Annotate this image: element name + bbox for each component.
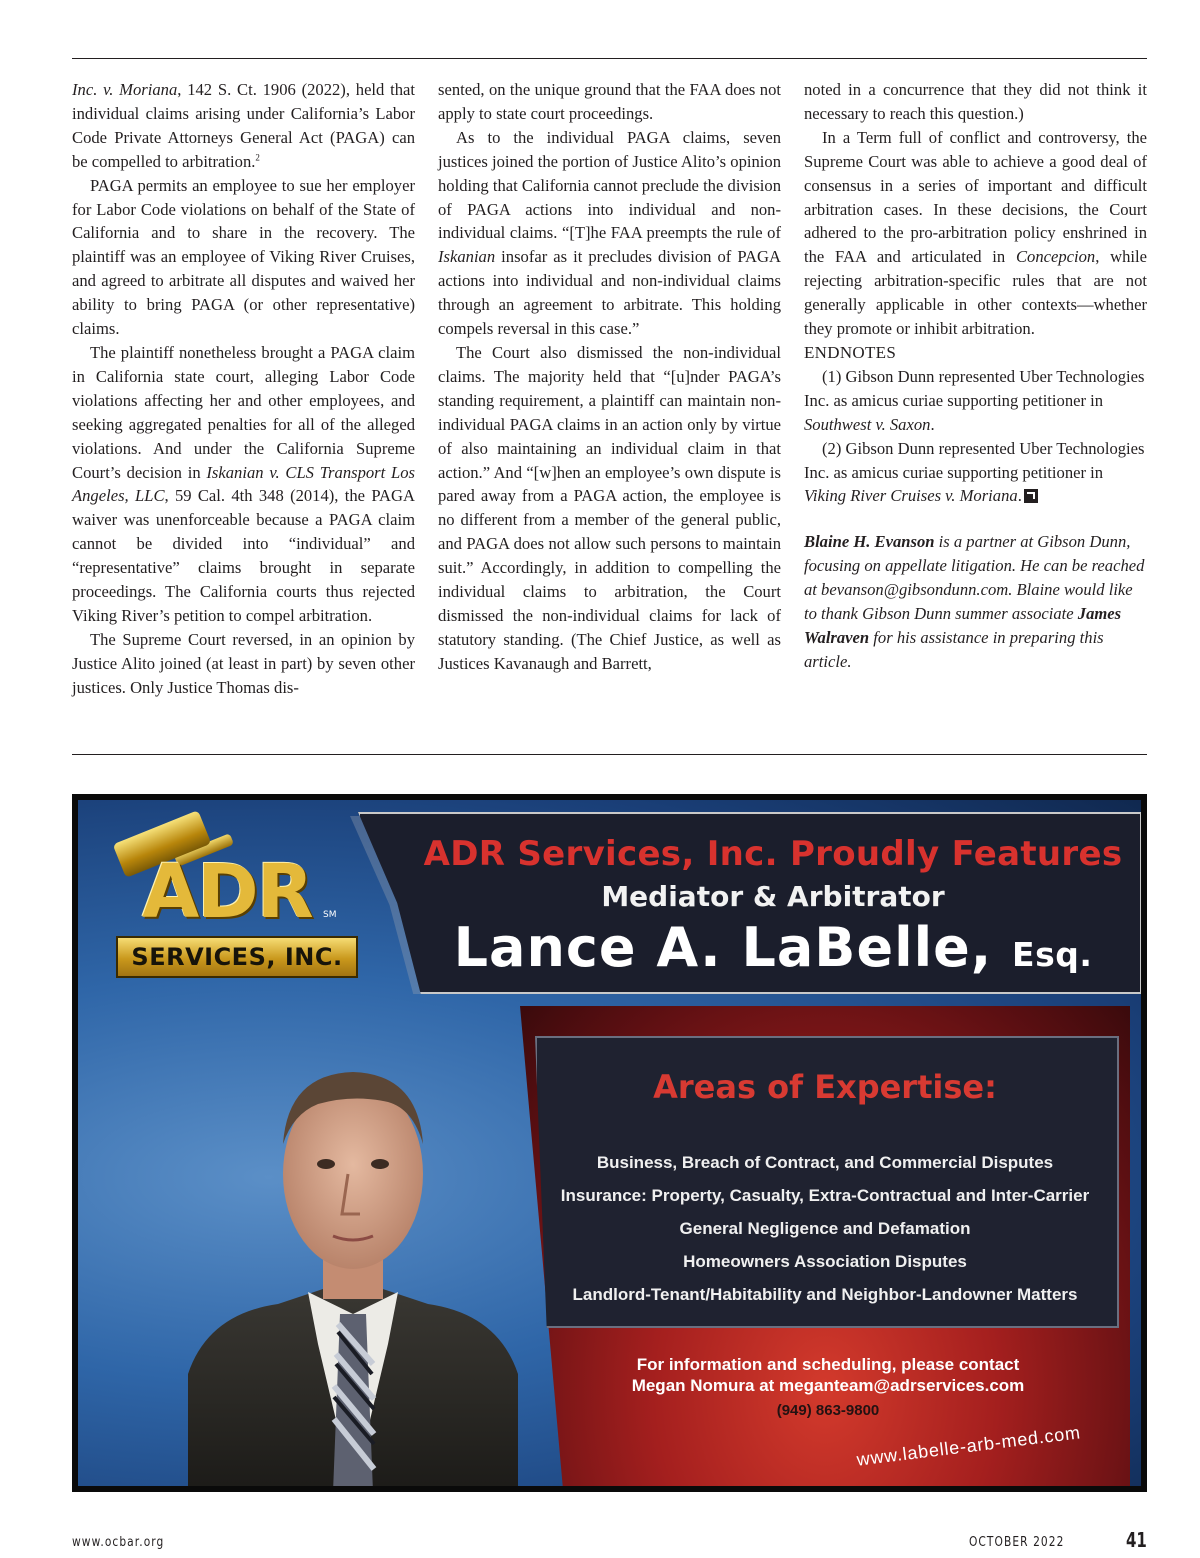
endnote-2: (2) Gibson Dunn represented Uber Technologies Inc. as amicus curiae supporting petitioner in Viking River Cruises v. Moriana. (804, 438, 1145, 506)
article-column-2 (438, 78, 781, 676)
ad-name: Lance A. LaBelle, Esq. (453, 916, 1093, 979)
ad-headline: ADR Services, Inc. Proudly Features (423, 834, 1123, 874)
contact-info (548, 1354, 1108, 1396)
footer-issue: OCTOBER 2022 (968, 1535, 1064, 1550)
logo-services-text: SERVICES, INC. (116, 936, 358, 978)
contact-email-line[interactable]: Megan Nomura at meganteam@adrservices.com (631, 1376, 1025, 1395)
expertise-item: General Negligence and Defamation (679, 1219, 971, 1238)
expertise-item: Landlord-Tenant/Habitability and Neighbor-Landowner Matters (572, 1285, 1078, 1304)
paragraph: PAGA permits an employee to sue her employer for Labor Code violations on behalf of the State of California and to share in the recovery. The plaintiff was an employee of Viking River Cruises, and agreed to arbitrate all disputes and waived her ability to bring PAGA (or other representative) claims. (72, 175, 415, 339)
service-mark: SM (323, 910, 337, 920)
article-column-1 (72, 78, 415, 700)
paragraph: Inc. v. Moriana, 142 S. Ct. 1906 (2022), held that individual claims arising under California’s Labor Code Private Attorneys General Act (PAGA) can be compelled to arbitration.$^2$ (72, 80, 415, 171)
endnote-1: (1) Gibson Dunn represented Uber Technologies Inc. as amicus curiae supporting petitioner in Southwest v. Saxon. (804, 366, 1145, 434)
ad-role: Mediator & Arbitrator (601, 880, 945, 913)
paragraph: sented, on the unique ground that the FAA does not apply to state court proceedings. (438, 80, 781, 123)
article-column-3 (804, 78, 1147, 674)
footnote-ref[interactable]: 2 (255, 152, 260, 163)
paragraph: In a Term full of conflict and controversy, the Supreme Court was able to achieve a good deal of consensus in a series of important and difficult arbitration cases. In these decisions, the Court adhered to the pro-arbitration policy enshrined in the FAA and articulated in Concepcion, while rejecting arbitration-specific rules that are not generally applicable in other contexts—whether they promote or inhibit arbitration. (804, 127, 1147, 339)
paragraph: As to the individual PAGA claims, seven justices joined the portion of Justice Alito’s opinion holding that California cannot preclude the division of PAGA actions into individual and non-individual claims. “[T]he FAA preempts the rule of Iskanian insofar as it precludes division of PAGA actions into individual and non-individual claims through an agreement to arbitrate. This holding compels reversal in this case.” (438, 127, 781, 339)
footer-site[interactable]: www.ocbar.org (72, 1535, 165, 1550)
logo-adr-text: ADR (142, 849, 312, 935)
end-of-article-icon (1024, 489, 1038, 503)
endnotes-heading: ENDNOTES (804, 342, 897, 362)
advertisement[interactable] (72, 794, 1147, 1492)
page-number: 41 (1126, 1528, 1147, 1552)
author-bio: Blaine H. Evanson is a partner at Gibson Dunn, focusing on appellate litigation. He can be reached at bevanson@gibsondunn.com. Blaine would like to thank Gibson Dunn summer associate James Walraven for his assistance in preparing this article. (804, 532, 1145, 671)
paragraph: The Court also dismissed the non-individual claims. The majority held that “[u]nder PAGA’s standing requirement, a plaintiff can maintain non-individual PAGA claims in an action only by virtue of also maintaining an individual claim in that action.” And “[w]hen an employee’s own dispute is pared away from a PAGA action, the employee is no different from a member of the general public, and PAGA does not allow such persons to maintain suit.” Accordingly, in addition to compelling the individual claims to arbitration, the Court dismissed the non-individual claims for lack of statutory standing. (The Chief Justice, as well as Justices Kavanaugh and Barrett, (438, 342, 781, 673)
top-rule (72, 58, 1147, 59)
expertise-item: Business, Breach of Contract, and Commercial Disputes (596, 1153, 1054, 1172)
expertise-list (535, 1146, 1115, 1311)
expertise-heading: Areas of Expertise: (653, 1068, 997, 1106)
paragraph: The plaintiff nonetheless brought a PAGA claim in California state court, alleging Labor Code violations affecting her and other employees, and seeking aggregated penalties for all of the alleged violations. And under the California Supreme Court’s decision in Iskanian v. CLS Transport Los Angeles, LLC, 59 Cal. 4th 348 (2014), the PAGA waiver was unenforceable because a PAGA claim cannot be divided into “individual” and “representative” claims brought in separate proceedings. The California courts thus rejected Viking River’s petition to compel arbitration. (72, 342, 415, 625)
adr-logo (96, 826, 351, 976)
bottom-rule (72, 754, 1147, 755)
ad-background (78, 800, 1141, 1486)
expertise-item: Insurance: Property, Casualty, Extra-Contractual and Inter-Carrier (560, 1186, 1090, 1205)
paragraph: The Supreme Court reversed, in an opinion by Justice Alito joined (at least in part) by seven other justices. Only Justice Thomas dis- (72, 629, 415, 697)
expertise-item: Homeowners Association Disputes (683, 1252, 967, 1271)
paragraph: noted in a concurrence that they did not think it necessary to reach this question.) (804, 80, 1147, 123)
mediator-portrait (188, 1014, 518, 1486)
contact-line: For information and scheduling, please contact (636, 1355, 1020, 1374)
ad-website-link[interactable]: www.labelle-arb-med.com (855, 1422, 1082, 1470)
contact-phone[interactable]: (949) 863-9800 (776, 1402, 880, 1419)
